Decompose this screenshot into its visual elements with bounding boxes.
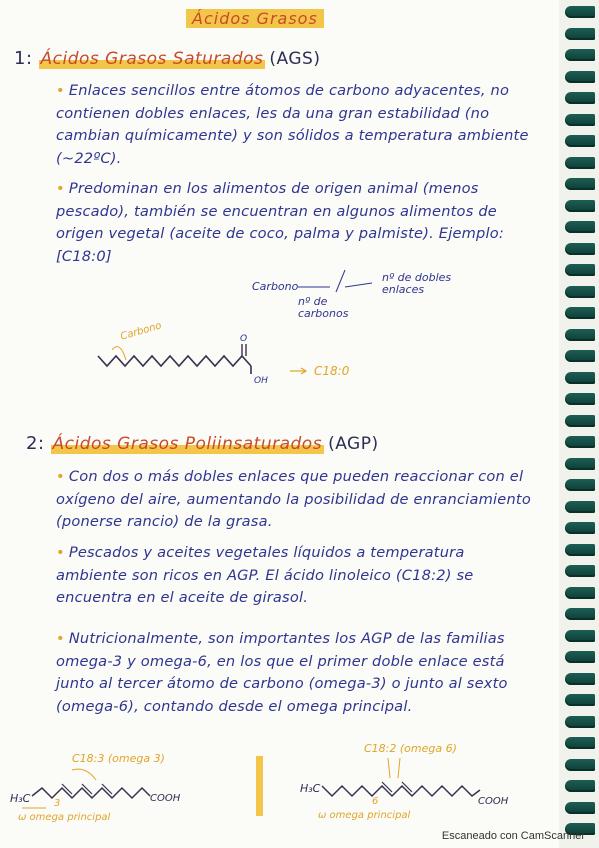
spiral-ring <box>565 565 595 577</box>
spiral-ring <box>565 630 595 642</box>
section-2-bullet-2-text: Pescados y aceites vegetales líquidos a temperatura ambiente son ricos en AGP. El ácido linoleico (C18:2) se encuentra en el aceite de girasol. <box>56 544 474 606</box>
spiral-ring <box>565 200 595 212</box>
spiral-ring <box>565 350 595 362</box>
section-2-title: Ácidos Grasos Poliinsaturados <box>52 434 323 454</box>
spiral-ring <box>565 479 595 491</box>
annot-n-carbonos: nº de carbonos <box>298 295 349 320</box>
spiral-ring <box>565 694 595 706</box>
section-1-abbr: (AGS) <box>269 49 321 69</box>
spiral-ring <box>565 587 595 599</box>
spiral-ring <box>565 802 595 814</box>
section-1-title: Ácidos Grasos Saturados <box>40 49 264 69</box>
spiral-ring <box>565 135 595 147</box>
section-1-heading <box>14 48 320 69</box>
omega-6-cooh: COOH <box>478 796 509 807</box>
omega-3-h3c: H₃C <box>10 792 31 805</box>
spiral-ring <box>565 780 595 792</box>
omega-3-principal: ω omega principal <box>18 812 111 823</box>
section-2-heading <box>26 433 379 454</box>
diagram-c18-0: C18:0 <box>314 364 350 378</box>
spiral-ring <box>565 114 595 126</box>
spiral-ring <box>565 673 595 685</box>
omega-6-h3c: H₃C <box>300 782 321 795</box>
section-2-number: 2: <box>26 433 45 454</box>
page-title: Ácidos Grasos <box>186 9 324 28</box>
spiral-ring <box>565 92 595 104</box>
spiral-ring <box>565 157 595 169</box>
section-2-bullet-1-text: Con dos o más dobles enlaces que pueden reaccionar con el oxígeno del aire, aumentando la posibilidad de enranciamiento (ponerse rancio) de la grasa. <box>56 468 531 530</box>
spiral-ring <box>565 458 595 470</box>
spiral-ring <box>565 264 595 276</box>
omega-6-label: C18:2 (omega 6) <box>364 742 457 755</box>
section-1-bullet-1-text: Enlaces sencillos entre átomos de carbono adyacentes, no contienen dobles enlaces, les da una gran estabilidad (no cambian químicamente) y son sólidos a temperatura ambiente (~22ºC). <box>56 82 529 167</box>
annot-dobles-enlaces: nº de dobles enlaces <box>382 271 452 296</box>
annot-carbono: Carbono <box>252 280 299 293</box>
spiral-ring <box>565 415 595 427</box>
omega-3-number: 3 <box>54 798 61 809</box>
section-1-bullet-2-text: Predominan en los alimentos de origen animal (menos pescado), también se encuentran en algunos alimentos de origen vegetal (aceite de coco, palma y palmiste). Ejemplo: [C18:0] <box>56 180 505 265</box>
section-2-bullet-3: • Nutricionalmente, son importantes los AGP de las familias omega-3 y omega-6, en los que el primer doble enlace está junto al tercer átomo de carbono (omega-3) o junto al sexto (omega-6), contando desde el omega principal. <box>56 630 508 715</box>
spiral-ring <box>565 651 595 663</box>
spiral-ring <box>565 243 595 255</box>
spiral-ring <box>565 28 595 40</box>
spiral-ring <box>565 329 595 341</box>
spiral-ring <box>565 716 595 728</box>
omega-6-number: 6 <box>372 796 379 807</box>
diagram-carbono-label: Carbono <box>119 320 163 343</box>
spiral-ring <box>565 221 595 233</box>
section-1-bullet-2: • Predominan en los alimentos de origen animal (menos pescado), también se encuentran en algunos alimentos de origen vegetal (aceite de coco, palma y palmiste). Ejemplo: [C18:0] <box>56 180 505 265</box>
spiral-ring <box>565 522 595 534</box>
spiral-ring <box>565 737 595 749</box>
diagram-oxygen: O <box>240 334 248 344</box>
diagram-oh: OH <box>254 376 268 386</box>
spiral-ring <box>565 501 595 513</box>
spiral-ring <box>565 286 595 298</box>
section-2-bullet-3-text: Nutricionalmente, son importantes los AGP de las familias omega-3 y omega-6, en los que el primer doble enlace está junto al tercer átomo de carbono (omega-3) o junto al sexto (omega-6), contando desde el omega principal. <box>56 630 508 715</box>
spiral-ring <box>565 759 595 771</box>
spiral-ring <box>565 6 595 18</box>
spiral-ring <box>565 307 595 319</box>
section-1-number: 1: <box>14 48 33 69</box>
section-2-abbr: (AGP) <box>328 434 379 454</box>
spiral-ring <box>565 49 595 61</box>
omega-3-label: C18:3 (omega 3) <box>72 752 165 765</box>
divider-bar <box>256 756 263 816</box>
spiral-ring <box>565 436 595 448</box>
spiral-ring <box>565 178 595 190</box>
omega-6-principal: ω omega principal <box>318 810 411 821</box>
omega-3-cooh: COOH <box>150 793 181 804</box>
scanner-watermark: Escaneado con CamScanner <box>441 830 585 842</box>
section-1-bullet-1: • Enlaces sencillos entre átomos de carbono adyacentes, no contienen dobles enlaces, les da una gran estabilidad (no cambian químicamente) y son sólidos a temperatura ambiente (~22ºC). <box>56 82 529 167</box>
section-2-bullet-2: • Pescados y aceites vegetales líquidos a temperatura ambiente son ricos en AGP. El ácido linoleico (C18:2) se encuentra en el aceite de girasol. <box>56 544 474 606</box>
spiral-ring <box>565 71 595 83</box>
notebook-spiral <box>559 0 599 848</box>
spiral-ring <box>565 608 595 620</box>
spiral-ring <box>565 393 595 405</box>
section-2-bullet-1: • Con dos o más dobles enlaces que pueden reaccionar con el oxígeno del aire, aumentando la posibilidad de enranciamiento (ponerse rancio) de la grasa. <box>56 468 531 530</box>
spiral-ring <box>565 544 595 556</box>
spiral-ring <box>565 372 595 384</box>
